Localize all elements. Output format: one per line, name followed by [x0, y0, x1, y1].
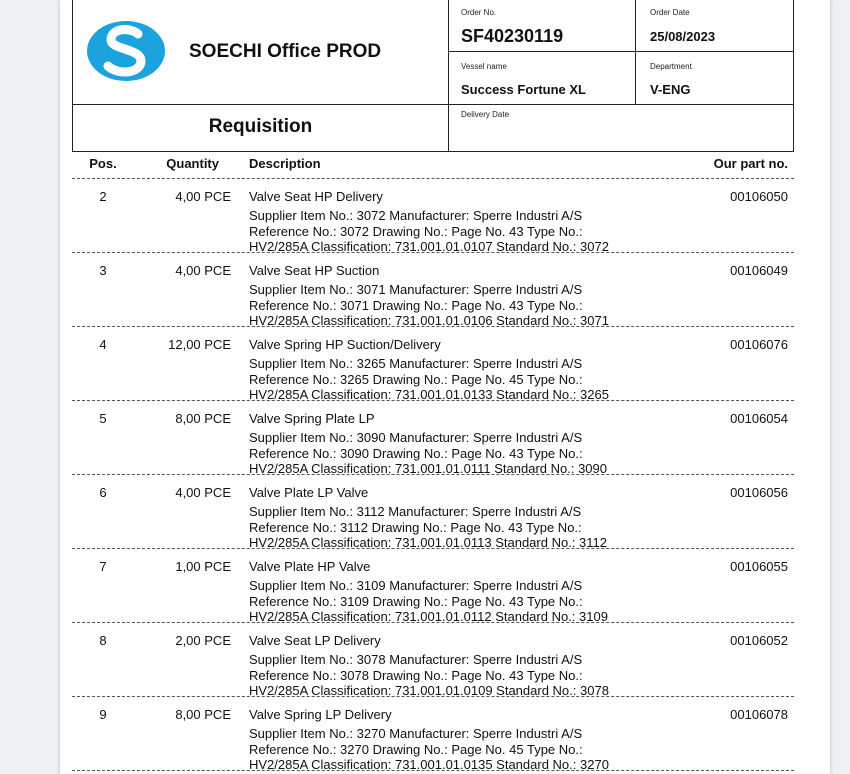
row-details	[249, 652, 689, 699]
row-detail-line: Reference No.: 3078 Drawing No.: Page No. 43 Type No.:	[249, 667, 583, 683]
table-row	[72, 696, 794, 770]
row-detail-line: HV2/285A Classification: 731.001.01.0106 Standard No.: 3071	[249, 313, 609, 328]
company-name: SOECHI Office PROD	[189, 41, 382, 62]
row-part-no: 00106054	[730, 411, 788, 426]
row-divider	[72, 770, 794, 771]
row-detail-line: HV2/285A Classification: 731.001.01.0133 Standard No.: 3265	[249, 387, 609, 402]
row-detail-line: Reference No.: 3090 Drawing No.: Page No. 43 Type No.:	[249, 445, 583, 461]
row-details	[249, 578, 689, 625]
row-detail-line: HV2/285A Classification: 731.001.01.0112 Standard No.: 3109	[249, 609, 608, 624]
row-quantity: 4,00 PCE	[175, 189, 231, 204]
row-pos: 5	[99, 411, 107, 426]
row-detail-line: Reference No.: 3071 Drawing No.: Page No. 43 Type No.:	[249, 297, 583, 313]
row-description: Valve Plate LP Valve	[249, 485, 369, 500]
row-part-no: 00106076	[730, 337, 788, 352]
order-no-value: SF40230119	[461, 26, 564, 46]
row-quantity: 12,00 PCE	[168, 337, 231, 352]
row-details	[249, 430, 689, 477]
row-details	[249, 208, 689, 255]
row-detail-line: HV2/285A Classification: 731.001.01.0109 Standard No.: 3078	[249, 683, 609, 698]
table-row	[72, 474, 794, 548]
document-page	[60, 0, 830, 774]
table-row	[72, 326, 794, 400]
row-divider	[72, 400, 794, 401]
order-no-label: Order No.	[461, 8, 497, 17]
row-detail-line: Reference No.: 3072 Drawing No.: Page No. 43 Type No.:	[249, 223, 583, 239]
column-header-quantity: Quantity	[166, 156, 219, 171]
row-divider	[72, 326, 794, 327]
row-divider	[72, 178, 794, 179]
row-details	[249, 282, 689, 329]
row-detail-line: Supplier Item No.: 3090 Manufacturer: Sperre Industri A/S	[249, 430, 583, 445]
row-detail-line: Reference No.: 3265 Drawing No.: Page No. 45 Type No.:	[249, 371, 583, 387]
table-row	[72, 622, 794, 696]
row-quantity: 4,00 PCE	[175, 263, 231, 278]
department-value: V-ENG	[650, 82, 691, 97]
row-detail-line: HV2/285A Classification: 731.001.01.0107 Standard No.: 3072	[249, 239, 609, 254]
row-divider	[72, 252, 794, 253]
row-divider	[72, 622, 794, 623]
row-detail-line: HV2/285A Classification: 731.001.01.0111 Standard No.: 3090	[249, 461, 607, 476]
row-details	[249, 356, 689, 403]
soechi-logo-icon	[86, 20, 166, 82]
row-detail-line: Supplier Item No.: 3078 Manufacturer: Sperre Industri A/S	[249, 652, 583, 667]
row-description: Valve Plate HP Valve	[249, 559, 371, 574]
row-detail-line: Reference No.: 3112 Drawing No.: Page No. 43 Type No.:	[249, 519, 582, 535]
row-quantity: 2,00 PCE	[175, 633, 231, 648]
row-detail-line: Supplier Item No.: 3109 Manufacturer: Sperre Industri A/S	[249, 578, 583, 593]
delivery-date-label: Delivery Date	[461, 110, 510, 119]
row-details	[249, 504, 689, 551]
document-header	[72, 0, 794, 152]
row-description: Valve Spring HP Suction/Delivery	[249, 337, 441, 352]
column-header-pos: Pos.	[89, 156, 117, 171]
row-quantity: 4,00 PCE	[175, 485, 231, 500]
row-part-no: 00106050	[730, 189, 788, 204]
row-detail-line: HV2/285A Classification: 731.001.01.0135 Standard No.: 3270	[249, 757, 609, 772]
row-pos: 2	[99, 189, 107, 204]
row-description: Valve Seat HP Suction	[249, 263, 380, 278]
row-detail-line: HV2/285A Classification: 731.001.01.0113 Standard No.: 3112	[249, 535, 607, 550]
row-part-no: 00106056	[730, 485, 788, 500]
row-detail-line: Supplier Item No.: 3265 Manufacturer: Sperre Industri A/S	[249, 356, 583, 371]
document-title: Requisition	[208, 116, 313, 137]
row-quantity: 8,00 PCE	[175, 411, 231, 426]
row-detail-line: Supplier Item No.: 3071 Manufacturer: Sperre Industri A/S	[249, 282, 583, 297]
row-detail-line: Supplier Item No.: 3270 Manufacturer: Sperre Industri A/S	[249, 726, 583, 741]
row-description: Valve Seat LP Delivery	[249, 633, 381, 648]
row-pos: 4	[99, 337, 107, 352]
row-pos: 8	[99, 633, 107, 648]
row-detail-line: Reference No.: 3109 Drawing No.: Page No. 43 Type No.:	[249, 593, 583, 609]
row-quantity: 8,00 PCE	[175, 707, 231, 722]
order-date-value: 25/08/2023	[650, 29, 716, 44]
row-details	[249, 726, 689, 773]
row-divider	[72, 548, 794, 549]
vessel-name-value: Success Fortune XL	[461, 82, 586, 97]
table-row	[72, 548, 794, 622]
row-pos: 7	[99, 559, 107, 574]
table-row	[72, 770, 794, 774]
row-divider	[72, 474, 794, 475]
row-detail-line: Supplier Item No.: 3072 Manufacturer: Sperre Industri A/S	[249, 208, 583, 223]
table-row	[72, 400, 794, 474]
row-description: Valve Seat HP Delivery	[249, 189, 383, 204]
department-label: Department	[650, 62, 692, 71]
row-description: Valve Spring Plate LP	[249, 411, 375, 426]
row-detail-line: Supplier Item No.: 3112 Manufacturer: Sperre Industri A/S	[249, 504, 582, 519]
column-header-part-no: Our part no.	[713, 156, 788, 171]
table-row	[72, 178, 794, 252]
row-pos: 3	[99, 263, 107, 278]
row-part-no: 00106049	[730, 263, 788, 278]
table-row	[72, 252, 794, 326]
row-divider	[72, 696, 794, 697]
order-date-label: Order Date	[650, 8, 690, 17]
column-header-description: Description	[249, 156, 321, 171]
row-pos: 9	[99, 707, 107, 722]
row-quantity: 1,00 PCE	[175, 559, 231, 574]
row-part-no: 00106055	[730, 559, 788, 574]
row-part-no: 00106052	[730, 633, 788, 648]
vessel-name-label: Vessel name	[461, 62, 507, 71]
row-pos: 6	[99, 485, 107, 500]
row-part-no: 00106078	[730, 707, 788, 722]
row-detail-line: Reference No.: 3270 Drawing No.: Page No. 45 Type No.:	[249, 741, 583, 757]
row-description: Valve Spring LP Delivery	[249, 707, 392, 722]
